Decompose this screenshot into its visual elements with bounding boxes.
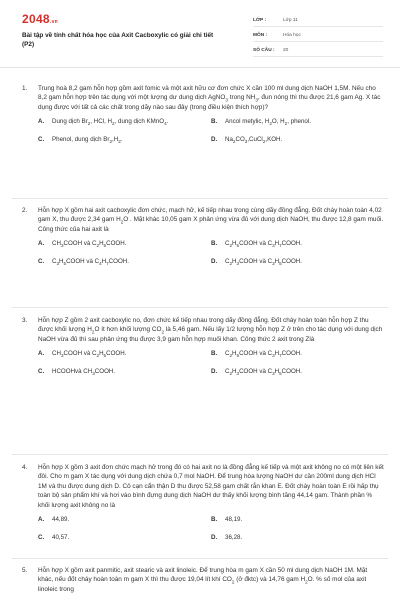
answer-option[interactable] — [211, 118, 384, 127]
answer-option[interactable] — [211, 368, 384, 377]
question-block — [22, 206, 384, 266]
option-text: $C_3H_5COOH$ và $C_4H_7COOH$. — [52, 257, 129, 267]
option-letter: C. — [38, 533, 45, 541]
answer-options — [38, 240, 384, 266]
option-letter: C. — [38, 367, 45, 375]
document-meta — [253, 15, 383, 60]
question-number: 3. — [22, 317, 28, 324]
option-letter: D. — [211, 367, 218, 375]
option-letter: A. — [38, 240, 45, 248]
option-letter: B. — [211, 240, 218, 248]
question-block — [22, 316, 384, 376]
question-block — [22, 84, 384, 144]
question-number: 2. — [22, 207, 28, 214]
option-text: 48,19. — [225, 516, 243, 524]
option-text: 40,57. — [52, 533, 70, 541]
question-text-row — [22, 463, 384, 510]
option-letter: D. — [211, 135, 218, 143]
answer-option[interactable] — [38, 136, 211, 145]
meta-label: LỚP : — [253, 18, 267, 23]
answer-option[interactable] — [38, 368, 211, 377]
question-divider — [12, 454, 388, 455]
option-letter: D. — [211, 533, 218, 541]
question-text-row — [22, 316, 384, 344]
option-letter: D. — [211, 257, 218, 265]
option-letter: A. — [38, 516, 45, 524]
option-letter: B. — [211, 350, 218, 358]
option-text: $C_2H_3COOH$ và $C_3H_5COOH$. — [225, 257, 302, 267]
option-letter: A. — [38, 350, 45, 358]
question-text-row — [22, 206, 384, 234]
meta-row-count — [253, 45, 383, 57]
meta-label: MÔN : — [253, 33, 268, 38]
question-block — [22, 463, 384, 542]
question-number: 5. — [22, 567, 28, 574]
option-letter: B. — [211, 516, 218, 524]
meta-row-class — [253, 15, 383, 27]
question-text: Hỗn hợp X gồm hai axit cacboxylic đơn chức, mạch hở, kế tiếp nhau trong cùng dãy đồng đẳng. Đốt cháy hoàn toàn 4,02 gam X, thu được 2,34 gam $H_2O$ . Mặt khác 10,05 gam X phản ứng vừa đủ với dung dịch NaOH, thu được 12,8 gam muối. Công thức của hai axit là — [38, 207, 384, 233]
question-divider — [12, 558, 388, 559]
meta-value: Lớp 11 — [283, 18, 298, 23]
meta-value: 20 — [283, 48, 289, 53]
option-text: $C_2H_5COOH$ và $C_3H_7COOH$. — [225, 350, 302, 359]
answer-options — [38, 118, 384, 144]
option-letter: C. — [38, 257, 45, 265]
answer-option[interactable] — [38, 240, 211, 249]
question-text: Hỗn hợp Z gồm 2 axit cacboxylic no, đơn chức kế tiếp nhau trong dãy đồng đẳng. Đốt cháy hoàn toàn hỗn hợp Z thu được khối lượng $H_2O$ ít hơn khối lượng $CO_2$ là 5,46 gam. Nếu lấy 1/2 lượng hỗn hợp Z ở trên cho tác dụng với dung dịch NaOH vừa đủ thì sau phản ứng thu được 3,9 gam hỗn hợp muối khan. Công thức 2 axit trong Zlà — [38, 317, 383, 343]
question-text-row — [22, 84, 384, 112]
option-text: $CH_3COOH$ và $C_2H_5COOH$. — [52, 240, 127, 249]
page-title: Bài tập về tính chất hóa học của Axit Cacboxylic có giải chi tiết (P2) — [22, 32, 214, 48]
option-text: $CH_3COOH$ và $C_2H_5COOH$. — [52, 350, 127, 359]
logo-suffix: .vn — [49, 19, 59, 25]
meta-row-subject — [253, 30, 383, 42]
option-text: $Na_2CO_3,CuCl_2,KOH$. — [225, 135, 283, 145]
meta-value: Hóa học — [283, 33, 301, 38]
answer-option[interactable] — [211, 350, 384, 359]
question-text: Hỗn hợp X gồm 3 axit đơn chức mạch hở trong đó có hai axit no là đồng đẳng kế tiếp và một axit không no có một liên kết đôi. Cho m gam X tác dụng với dung dịch chứa 0,7 mol NaOH. Để trung hòa lượng NaOH dư cần 200ml dung dịch HCl 1M và thu được dung dịch D. Cô cạn cẩn thận D thu được 52,58 gam chất rắn khan E. Đốt cháy hoàn toàn E rồi hấp thụ toàn bộ sản phẩm khí và hơi vào bình đựng dung dịch NaOH dư thấy khối lượng bình tăng 44,14 gam. Thành phần % khối lượng axit không no là — [38, 464, 384, 509]
answer-option[interactable] — [211, 534, 384, 543]
question-divider — [12, 198, 388, 199]
answer-option[interactable] — [38, 534, 211, 543]
question-text: Hỗn hợp X gồm axit panmitic, axit stearic và axit linoleic. Để trung hòa m gam X cần 50 ml dung dịch NaOH 1M. Mặt khác, nếu đốt cháy hoàn toàn m gam X thì thu được 19,04 lít khí $CO_2$ (ở đktc) và 14,76 gam $H_2O$. % số mol của axit linoleic trong — [38, 567, 368, 593]
option-text: 36,28. — [225, 533, 243, 541]
question-text: Trung hoà 8,2 gam hỗn hợp gồm axit fomic và một axit hữu cơ đơn chức X cần 100 ml dung dịch NaOH 1,5M. Nếu cho 8,2 gam hỗn hợp trên tác dụng với một lượng dư dung dịch AgNO$_3$ trong $NH_3$, đun nóng thì thu được 21,6 gam Ag. X tác dụng được với tất cả các chất trong dãy nào sau đây (trong điều kiện thích hợp)? — [38, 85, 381, 111]
answer-option[interactable] — [211, 258, 384, 267]
document-header — [0, 0, 400, 68]
question-text-row — [22, 566, 384, 594]
answer-options — [38, 516, 384, 542]
answer-options — [38, 350, 384, 376]
answer-option[interactable] — [38, 350, 211, 359]
question-block — [22, 566, 384, 594]
option-letter: C. — [38, 135, 45, 143]
option-letter: A. — [38, 118, 45, 126]
logo-text: 2048 — [22, 12, 50, 26]
question-number: 1. — [22, 85, 28, 92]
option-text: Phenol, dung dịch $Br_2,H_2$. — [52, 135, 123, 145]
answer-option[interactable] — [38, 258, 211, 267]
meta-label: SỐ CÂU : — [253, 48, 275, 53]
option-text: $C_2H_5COOH$ và $C_3H_7COOH$. — [225, 240, 302, 249]
option-text: $C_2H_3COOH$ và $C_3H_5COOH$. — [225, 367, 302, 377]
option-text: Dung dịch $Br_2$, HCl, $H_2$, dung dịch KMnO$_4$. — [52, 118, 169, 127]
question-number: 4. — [22, 464, 28, 471]
question-divider — [12, 307, 388, 308]
option-text: Ancol metylic, $H_2O$, $H_2$, phenol. — [225, 118, 311, 127]
answer-option[interactable] — [211, 136, 384, 145]
option-letter: B. — [211, 118, 218, 126]
answer-option[interactable] — [211, 516, 384, 525]
answer-option[interactable] — [211, 240, 384, 249]
option-text: 44,89. — [52, 516, 70, 524]
answer-option[interactable] — [38, 118, 211, 127]
option-text: HCOOHvà $CH_3COOH$. — [52, 367, 116, 377]
answer-option[interactable] — [38, 516, 211, 525]
